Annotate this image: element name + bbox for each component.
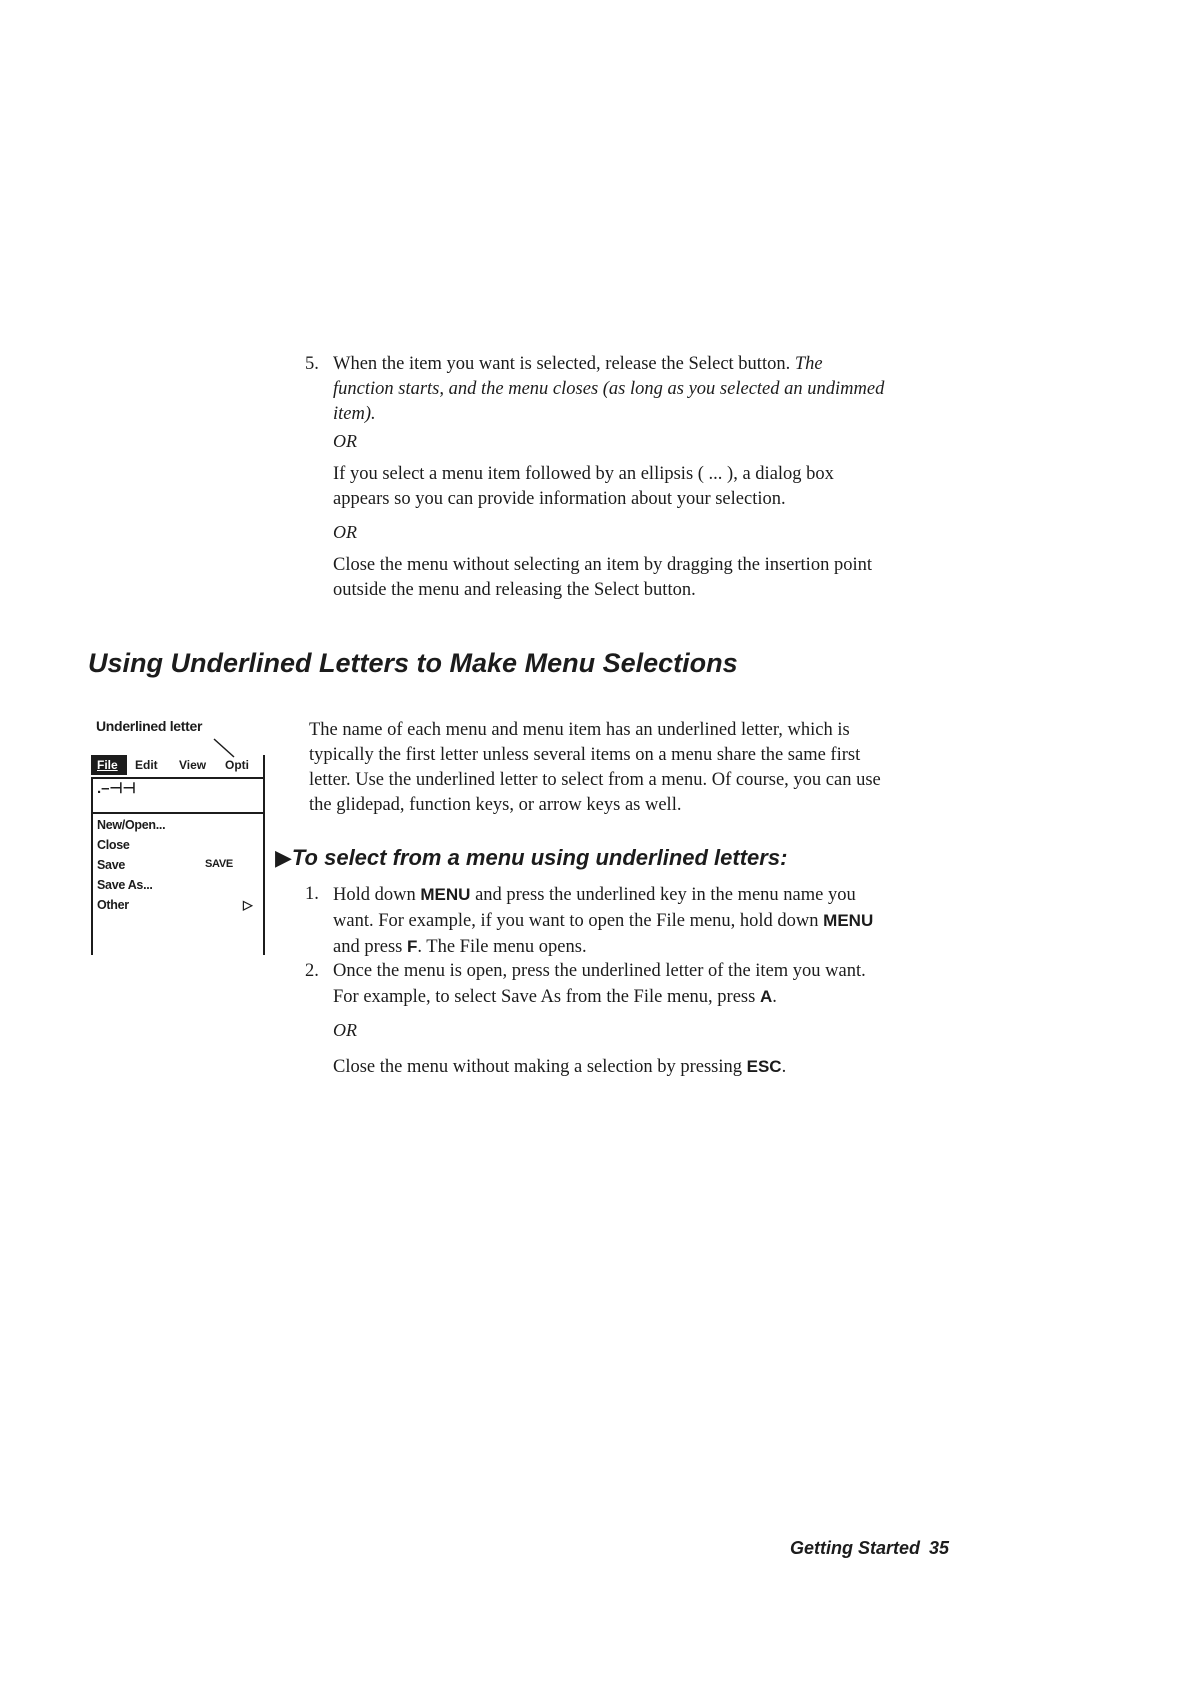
page-number: 35 (929, 1538, 950, 1558)
ellipsis-line-2: appears so you can provide information about your selection. (333, 489, 786, 509)
menu-figure (91, 755, 263, 955)
menu-item-save-as[interactable] (97, 878, 153, 892)
step-text: . (772, 987, 777, 1007)
menu-item-other[interactable] (97, 898, 129, 912)
or-label: OR (333, 1020, 357, 1040)
intro-line: The name of each menu and menu item has an underlined letter, which is (309, 720, 850, 740)
step-2-line-1: Once the menu is open, press the underlined letter of the item you want. (333, 961, 866, 981)
step-text: and press (333, 937, 403, 957)
step-text: want. For example, if you want to open the File menu, hold down (333, 911, 819, 931)
step-2-line-2 (333, 984, 1013, 1010)
menu-item-label: Other (97, 898, 129, 912)
step-1-line-1 (333, 882, 1013, 908)
step-text: and press the underlined key in the menu name you (475, 885, 856, 905)
section-heading: Using Underlined Letters to Make Menu Selections (88, 648, 738, 678)
menu-edit[interactable]: Edit (135, 758, 158, 772)
procedure-step-1 (305, 882, 1013, 960)
ellipsis-line-1: If you select a menu item followed by an ellipsis ( ... ), a dialog box (333, 464, 834, 484)
menu-item-label: Save (97, 858, 125, 872)
step-text: Close the menu without making a selection by pressing (333, 1057, 742, 1077)
key-f: F (406, 937, 418, 956)
key-menu: MENU (420, 885, 471, 904)
close-line-2: outside the menu and releasing the Select button. (333, 580, 696, 600)
step-5-result-start: The (794, 354, 823, 374)
file-menu-dropdown (91, 777, 265, 955)
menu-file[interactable] (91, 755, 127, 775)
figure-caption: Underlined letter (96, 718, 203, 734)
menu-item-new-open[interactable] (97, 818, 165, 832)
step-number: 1. (305, 884, 319, 904)
menu-item-label: New/Open... (97, 818, 166, 832)
menu-bar (91, 755, 265, 779)
procedure-step-2 (305, 959, 1013, 1080)
step-5-line-1 (333, 352, 1013, 377)
page-footer (790, 1538, 949, 1559)
or-label: OR (333, 431, 357, 451)
step-1-line-3 (333, 934, 1013, 960)
section-intro (309, 718, 1009, 818)
menu-item-save[interactable] (97, 858, 125, 872)
step-text: . The File menu opens. (417, 937, 587, 957)
menu-options[interactable]: Opti (225, 758, 249, 772)
close-esc-line (333, 1054, 1013, 1080)
step-1-line-2 (333, 908, 1013, 934)
key-menu: MENU (823, 911, 874, 930)
intro-line: the glidepad, function keys, or arrow keys as well. (309, 795, 682, 815)
procedure-title: To select from a menu using underlined letters: (291, 845, 788, 870)
step-text: . (781, 1057, 787, 1077)
step-text: For example, to select Save As from the File menu, press (333, 987, 756, 1007)
menu-file-label: File (97, 758, 118, 772)
menu-item-close[interactable] (97, 838, 130, 852)
procedure-heading (275, 845, 787, 871)
step-number: 5. (305, 354, 319, 374)
intro-line: letter. Use the underlined letter to select from a menu. Of course, you can use (309, 770, 881, 790)
key-a: A (759, 987, 773, 1006)
or-label: OR (333, 522, 357, 542)
footer-title: Getting Started (790, 1538, 921, 1558)
step-5-result-line-2: function starts, and the menu closes (as long as you selected an undimmed (333, 379, 885, 399)
step-5-result-line-3: item). (333, 404, 376, 424)
close-line-1: Close the menu without selecting an item by dragging the insertion point (333, 555, 872, 575)
menu-item-label: Save As... (97, 878, 153, 892)
menu-separator (93, 812, 265, 814)
key-esc: ESC (746, 1057, 782, 1076)
menu-view[interactable]: View (179, 758, 207, 772)
arrow-icon: ▶ (275, 845, 292, 870)
step-number: 2. (305, 961, 319, 981)
toolbar-glyph: .–⊣⊣ (97, 780, 136, 797)
save-shortcut: SAVE (205, 858, 233, 870)
step-text: Hold down (333, 885, 416, 905)
menu-item-label: Close (97, 838, 130, 852)
step-5-text: When the item you want is selected, release the Select button. (333, 354, 791, 374)
intro-line: typically the first letter unless several items on a menu share the same first (309, 745, 861, 765)
submenu-arrow-icon: ▷ (243, 898, 253, 912)
step-5 (305, 352, 1013, 603)
